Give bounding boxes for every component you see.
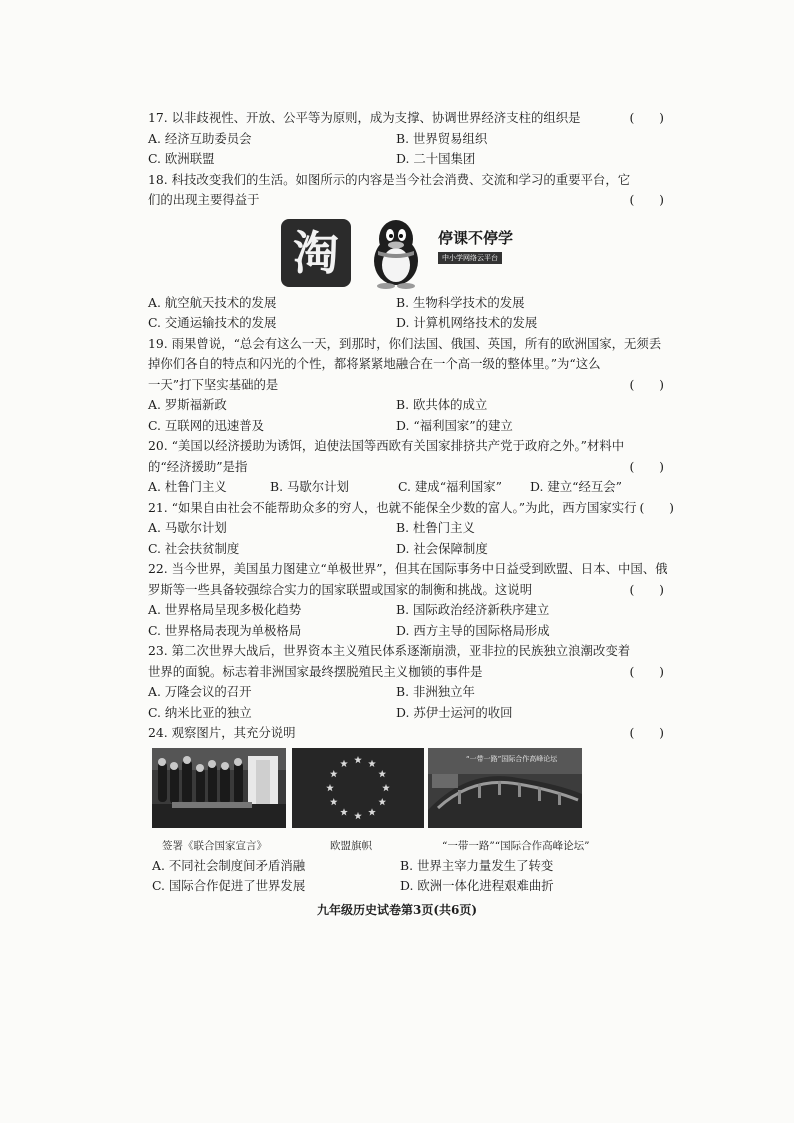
answer-paren: ( ) [629,663,664,679]
question-stem: 的“经济援助”是指 [148,458,248,474]
answer-paren: ( ) [629,458,664,474]
question-stem: 17. 以非歧视性、开放、公平等为原则，成为支撑、协调世界经济支柱的组织是 [148,110,581,125]
option-b: B. 杜鲁门主义 [396,520,475,535]
option-b: B. 国际政治经济新秩序建立 [396,602,550,617]
option-c: C. 交通运输技术的发展 [148,315,277,330]
answer-paren: ( ) [629,581,664,597]
option-a: A. 杜鲁门主义 [148,479,227,494]
question-stem: 罗斯等一些具备较强综合实力的国家联盟或国家的制衡和挑战。这说明 [148,581,533,597]
answer-paren: ( ) [639,499,674,515]
option-b: B. 马歇尔计划 [270,479,349,494]
option-b: B. 世界主宰力量发生了转变 [400,857,554,873]
option-d: D. 二十国集团 [396,151,476,166]
question-21 [148,498,674,560]
option-b: B. 非洲独立年 [396,684,475,699]
option-c: C. 纳米比亚的独立 [148,704,252,720]
option-a: A. 万隆会议的召开 [148,684,252,699]
question-stem: 一天”打下坚实基础的是 [148,376,279,392]
question-22 [148,559,674,641]
option-a: A. 马歇尔计划 [148,520,227,535]
question-stem: 21. “如果自由社会不能帮助众多的穷人，也就不能保全少数的富人。”为此，西方国家实行 [148,499,637,515]
question-stem: 掉你们各自的特点和闪光的个性，都将紧紧地融合在一个高一级的整体里。”为“这么 [148,356,601,371]
option-b: B. 世界贸易组织 [396,130,488,146]
option-d: D. 社会保障制度 [396,540,488,556]
option-c: C. 世界格局表现为单极格局 [148,622,302,638]
signing-declaration-photo [152,748,286,828]
question-stem: 们的出现主要得益于 [148,192,260,207]
tingke-logo: 停课不停学 中小学网络云平台 [438,228,514,262]
question-stem: 23. 第二次世界大战后，世界资本主义殖民体系逐渐崩溃，亚非拉的民族独立浪潮改变着 [148,643,631,658]
option-c: C. 国际合作促进了世界发展 [152,878,306,893]
figure-18 [148,213,674,289]
exam-page [148,108,674,897]
option-d: D. 欧洲一体化进程艰难曲折 [400,878,554,893]
question-23 [148,641,674,723]
question-20 [148,436,674,498]
question-19 [148,334,674,437]
question-stem: 24. 观察图片，其充分说明 [148,725,296,740]
question-stem: 19. 雨果曾说，“总会有这么一天，到那时，你们法国、俄国、英国，所有的欧洲国家，无须丢 [148,335,662,351]
question-stem: 世界的面貌。标志着非洲国家最终摆脱殖民主义枷锁的事件是 [148,663,483,679]
question-24 [148,723,674,897]
caption-eu-flag: 欧盟旗帜 [330,839,372,852]
option-d: D. 苏伊士运河的收回 [396,704,513,720]
option-d: D. “福利国家”的建立 [396,417,513,433]
answer-paren: ( ) [629,376,664,392]
question-stem: 20. “美国以经济援助为诱饵，迫使法国等西欧有关国家排挤共产党于政府之外。”材料中 [148,438,625,453]
option-c: C. 建成“福利国家” [398,479,502,494]
option-c: C. 社会扶贫制度 [148,540,240,556]
answer-paren: ( ) [629,192,664,207]
option-a: A. 不同社会制度间矛盾消融 [152,857,306,873]
option-a: A. 世界格局呈现多极化趋势 [148,602,302,617]
question-stem: 18. 科技改变我们的生活。如图所示的内容是当今社会消费、交流和学习的重要平台，它 [148,171,631,187]
option-d: D. 计算机网络技术的发展 [396,315,538,330]
option-a: A. 航空航天技术的发展 [148,294,277,310]
taobao-logo: 淘 [281,219,351,287]
question-18 [148,170,674,334]
option-c: C. 互联网的迅速普及 [148,417,265,433]
caption-forum: “一带一路”“国际合作高峰论坛” [442,839,590,852]
question-stem: 22. 当今世界，美国虽力图建立“单极世界”，但其在国际事务中日益受到欧盟、日本、中国、俄 [148,561,668,576]
option-d: D. 西方主导的国际格局形成 [396,622,550,638]
caption-signing: 签署《联合国家宣言》 [162,839,267,852]
qq-penguin-icon [366,217,426,289]
option-a: A. 罗斯福新政 [148,397,227,412]
option-b: B. 欧共体的成立 [396,397,488,412]
option-c: C. 欧洲联盟 [148,151,215,166]
option-d: D. 建立“经互会” [530,479,622,494]
option-a: A. 经济互助委员会 [148,130,252,146]
page-footer: 九年级历史试卷第3页(共6页) [316,903,478,917]
option-b: B. 生物科学技术的发展 [396,294,525,310]
figure-24 [148,748,674,856]
eu-flag [292,748,424,828]
answer-paren: ( ) [629,725,664,740]
question-17 [148,108,674,170]
answer-paren: ( ) [629,110,664,125]
forum-banner-text: “一带一路”国际合作高峰论坛 [466,754,558,763]
